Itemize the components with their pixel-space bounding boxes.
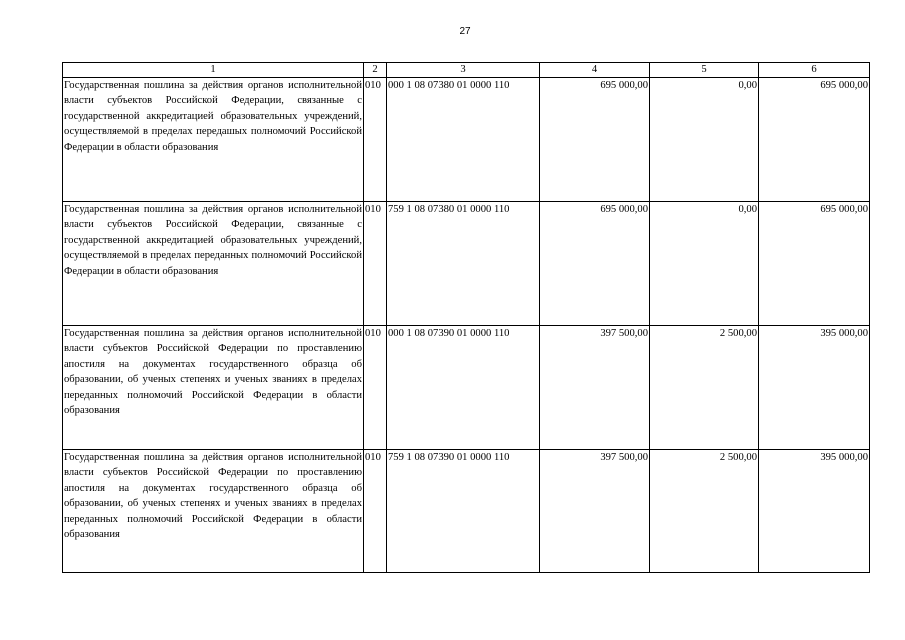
row-description: Государственная пошлина за действия органов исполнительной власти субъектов Российской Федерации, связанные с государственной аккредитацией образовательных учреждений, осуществляемой в пределах передашых полномочий Российской Федерации в области образования (63, 78, 364, 202)
header-col-6: 6 (759, 63, 870, 78)
row-value-col6: 695 000,00 (759, 202, 870, 326)
row-value-col4: 695 000,00 (540, 78, 650, 202)
header-col-2: 2 (364, 63, 387, 78)
header-col-5: 5 (650, 63, 759, 78)
row-kbk: 759 1 08 07380 01 0000 110 (387, 202, 540, 326)
row-code: 010 (364, 78, 387, 202)
row-value-col4: 397 500,00 (540, 326, 650, 450)
table-row (63, 450, 870, 573)
row-value-col5: 0,00 (650, 202, 759, 326)
row-kbk: 759 1 08 07390 01 0000 110 (387, 450, 540, 573)
row-code: 010 (364, 450, 387, 573)
header-col-1: 1 (63, 63, 364, 78)
table-row (63, 326, 870, 450)
table-row (63, 202, 870, 326)
row-value-col4: 397 500,00 (540, 450, 650, 573)
row-kbk: 000 1 08 07390 01 0000 110 (387, 326, 540, 450)
row-value-col6: 395 000,00 (759, 450, 870, 573)
row-value-col5: 0,00 (650, 78, 759, 202)
row-code: 010 (364, 326, 387, 450)
row-description: Государственная пошлина за действия органов исполнительной власти субъектов Российской Федерации по проставлению апостиля на документах государственного образца об образовании, об ученых степенях и ученых званиях в пределах переданных полномочий Российской Федерации в области образования (63, 450, 364, 573)
table-row (63, 78, 870, 202)
revenue-table (62, 62, 870, 573)
row-value-col6: 695 000,00 (759, 78, 870, 202)
row-value-col4: 695 000,00 (540, 202, 650, 326)
row-description: Государственная пошлина за действия органов исполнительной власти субъектов Российской Федерации, связанные с государственной аккредитацией образовательных учреждений, осуществляемой в пределах переданных полномочий Российской Федерации в области образования (63, 202, 364, 326)
row-value-col5: 2 500,00 (650, 326, 759, 450)
table-header-row (63, 63, 870, 78)
row-description: Государственная пошлина за действия органов исполнительной власти субъектов Российской Федерации по проставлению апостиля на документах государственного образца об образовании, об ученых степенях и ученых званиях в пределах переданных полномочий Российской Федерации в области образования (63, 326, 364, 450)
row-code: 010 (364, 202, 387, 326)
header-col-3: 3 (387, 63, 540, 78)
row-value-col5: 2 500,00 (650, 450, 759, 573)
header-col-4: 4 (540, 63, 650, 78)
row-value-col6: 395 000,00 (759, 326, 870, 450)
row-kbk: 000 1 08 07380 01 0000 110 (387, 78, 540, 202)
page-number: 27 (459, 26, 471, 37)
